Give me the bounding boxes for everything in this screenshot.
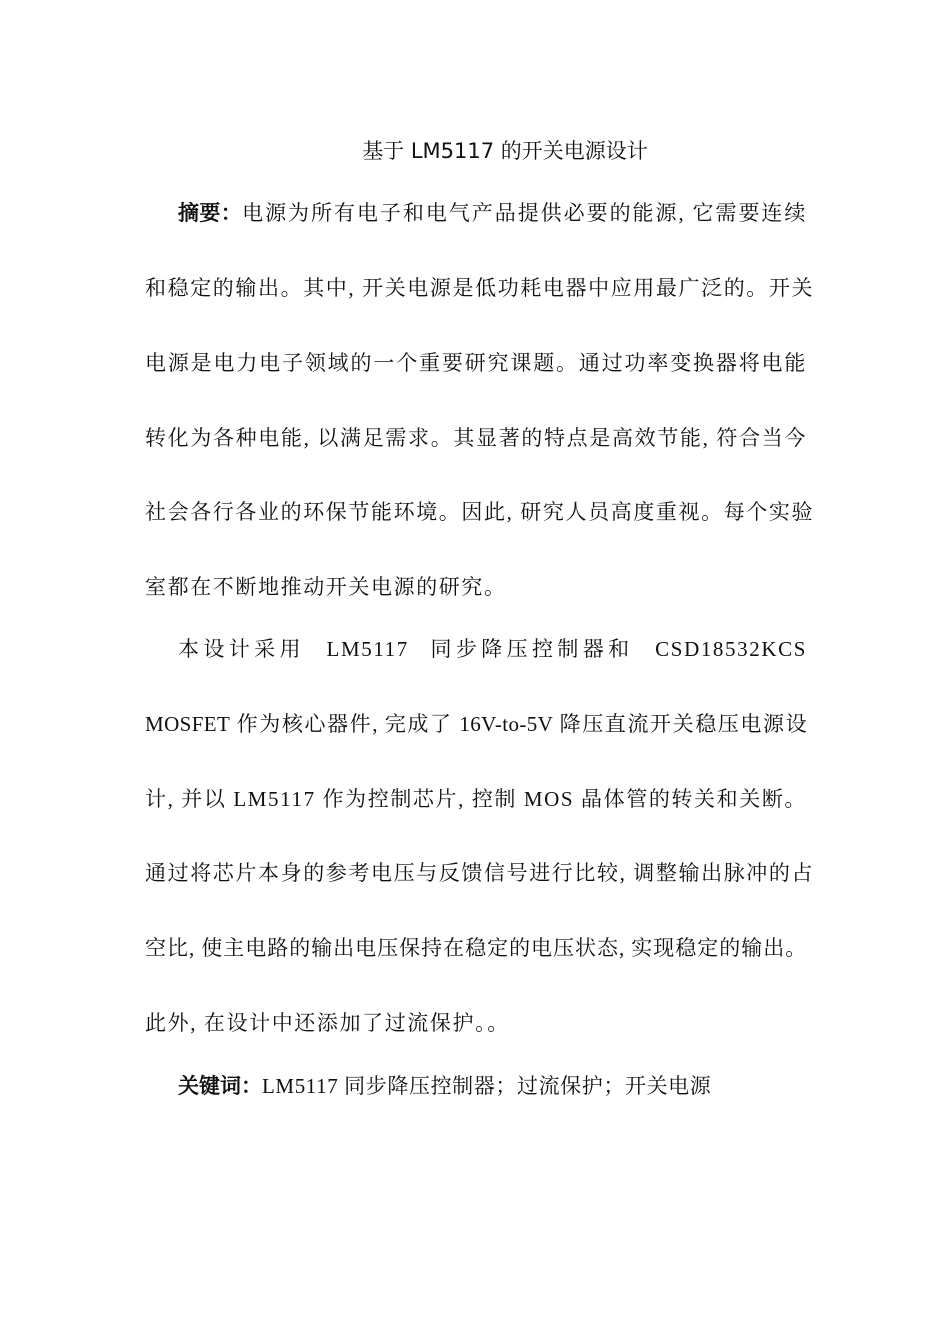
abstract-text-1: 电源为所有电子和电气产品提供必要的能源, 它需要连续	[242, 201, 807, 225]
abstract-line-2: 和稳定的输出。其中, 开关电源是低功耗电器中应用最广泛的。开关	[145, 276, 815, 300]
design-line-2: MOSFET 作为核心器件, 完成了 16V-to-5V 降压直流开关稳压电源设	[145, 712, 807, 736]
design-line-6: 此外, 在设计中还添加了过流保护。。	[145, 1011, 510, 1035]
abstract-line-3: 电源是电力电子领域的一个重要研究课题。通过功率变换器将电能	[145, 351, 807, 375]
abstract-line-4: 转化为各种电能, 以满足需求。其显著的特点是高效节能, 符合当今	[145, 426, 807, 450]
design-line-3: 计, 并以 LM5117 作为控制芯片, 控制 MOS 晶体管的转关和关断。	[145, 787, 808, 811]
keywords-line	[178, 1070, 711, 1102]
abstract-line-5: 社会各行各业的环保节能环境。因此, 研究人员高度重视。每个实验	[145, 500, 815, 524]
abstract-line-6: 室都在不断地推动开关电源的研究。	[145, 575, 507, 599]
design-line-5: 空比, 使主电路的输出电压保持在稳定的电压状态, 实现稳定的输出。	[145, 936, 807, 960]
abstract-label: 摘要：	[178, 201, 243, 225]
keywords-label: 关键词：	[178, 1074, 262, 1098]
abstract-line-1	[178, 197, 807, 229]
design-line-4: 通过将芯片本身的参考电压与反馈信号进行比较, 调整输出脉冲的占	[145, 861, 815, 885]
document-title: 基于 LM5117 的开关电源设计	[362, 139, 648, 163]
keywords-text: LM5117 同步降压控制器；过流保护；开关电源	[262, 1074, 712, 1098]
design-line-1: 本设计采用 LM5117 同步降压控制器和 CSD18532KCS	[178, 637, 807, 661]
